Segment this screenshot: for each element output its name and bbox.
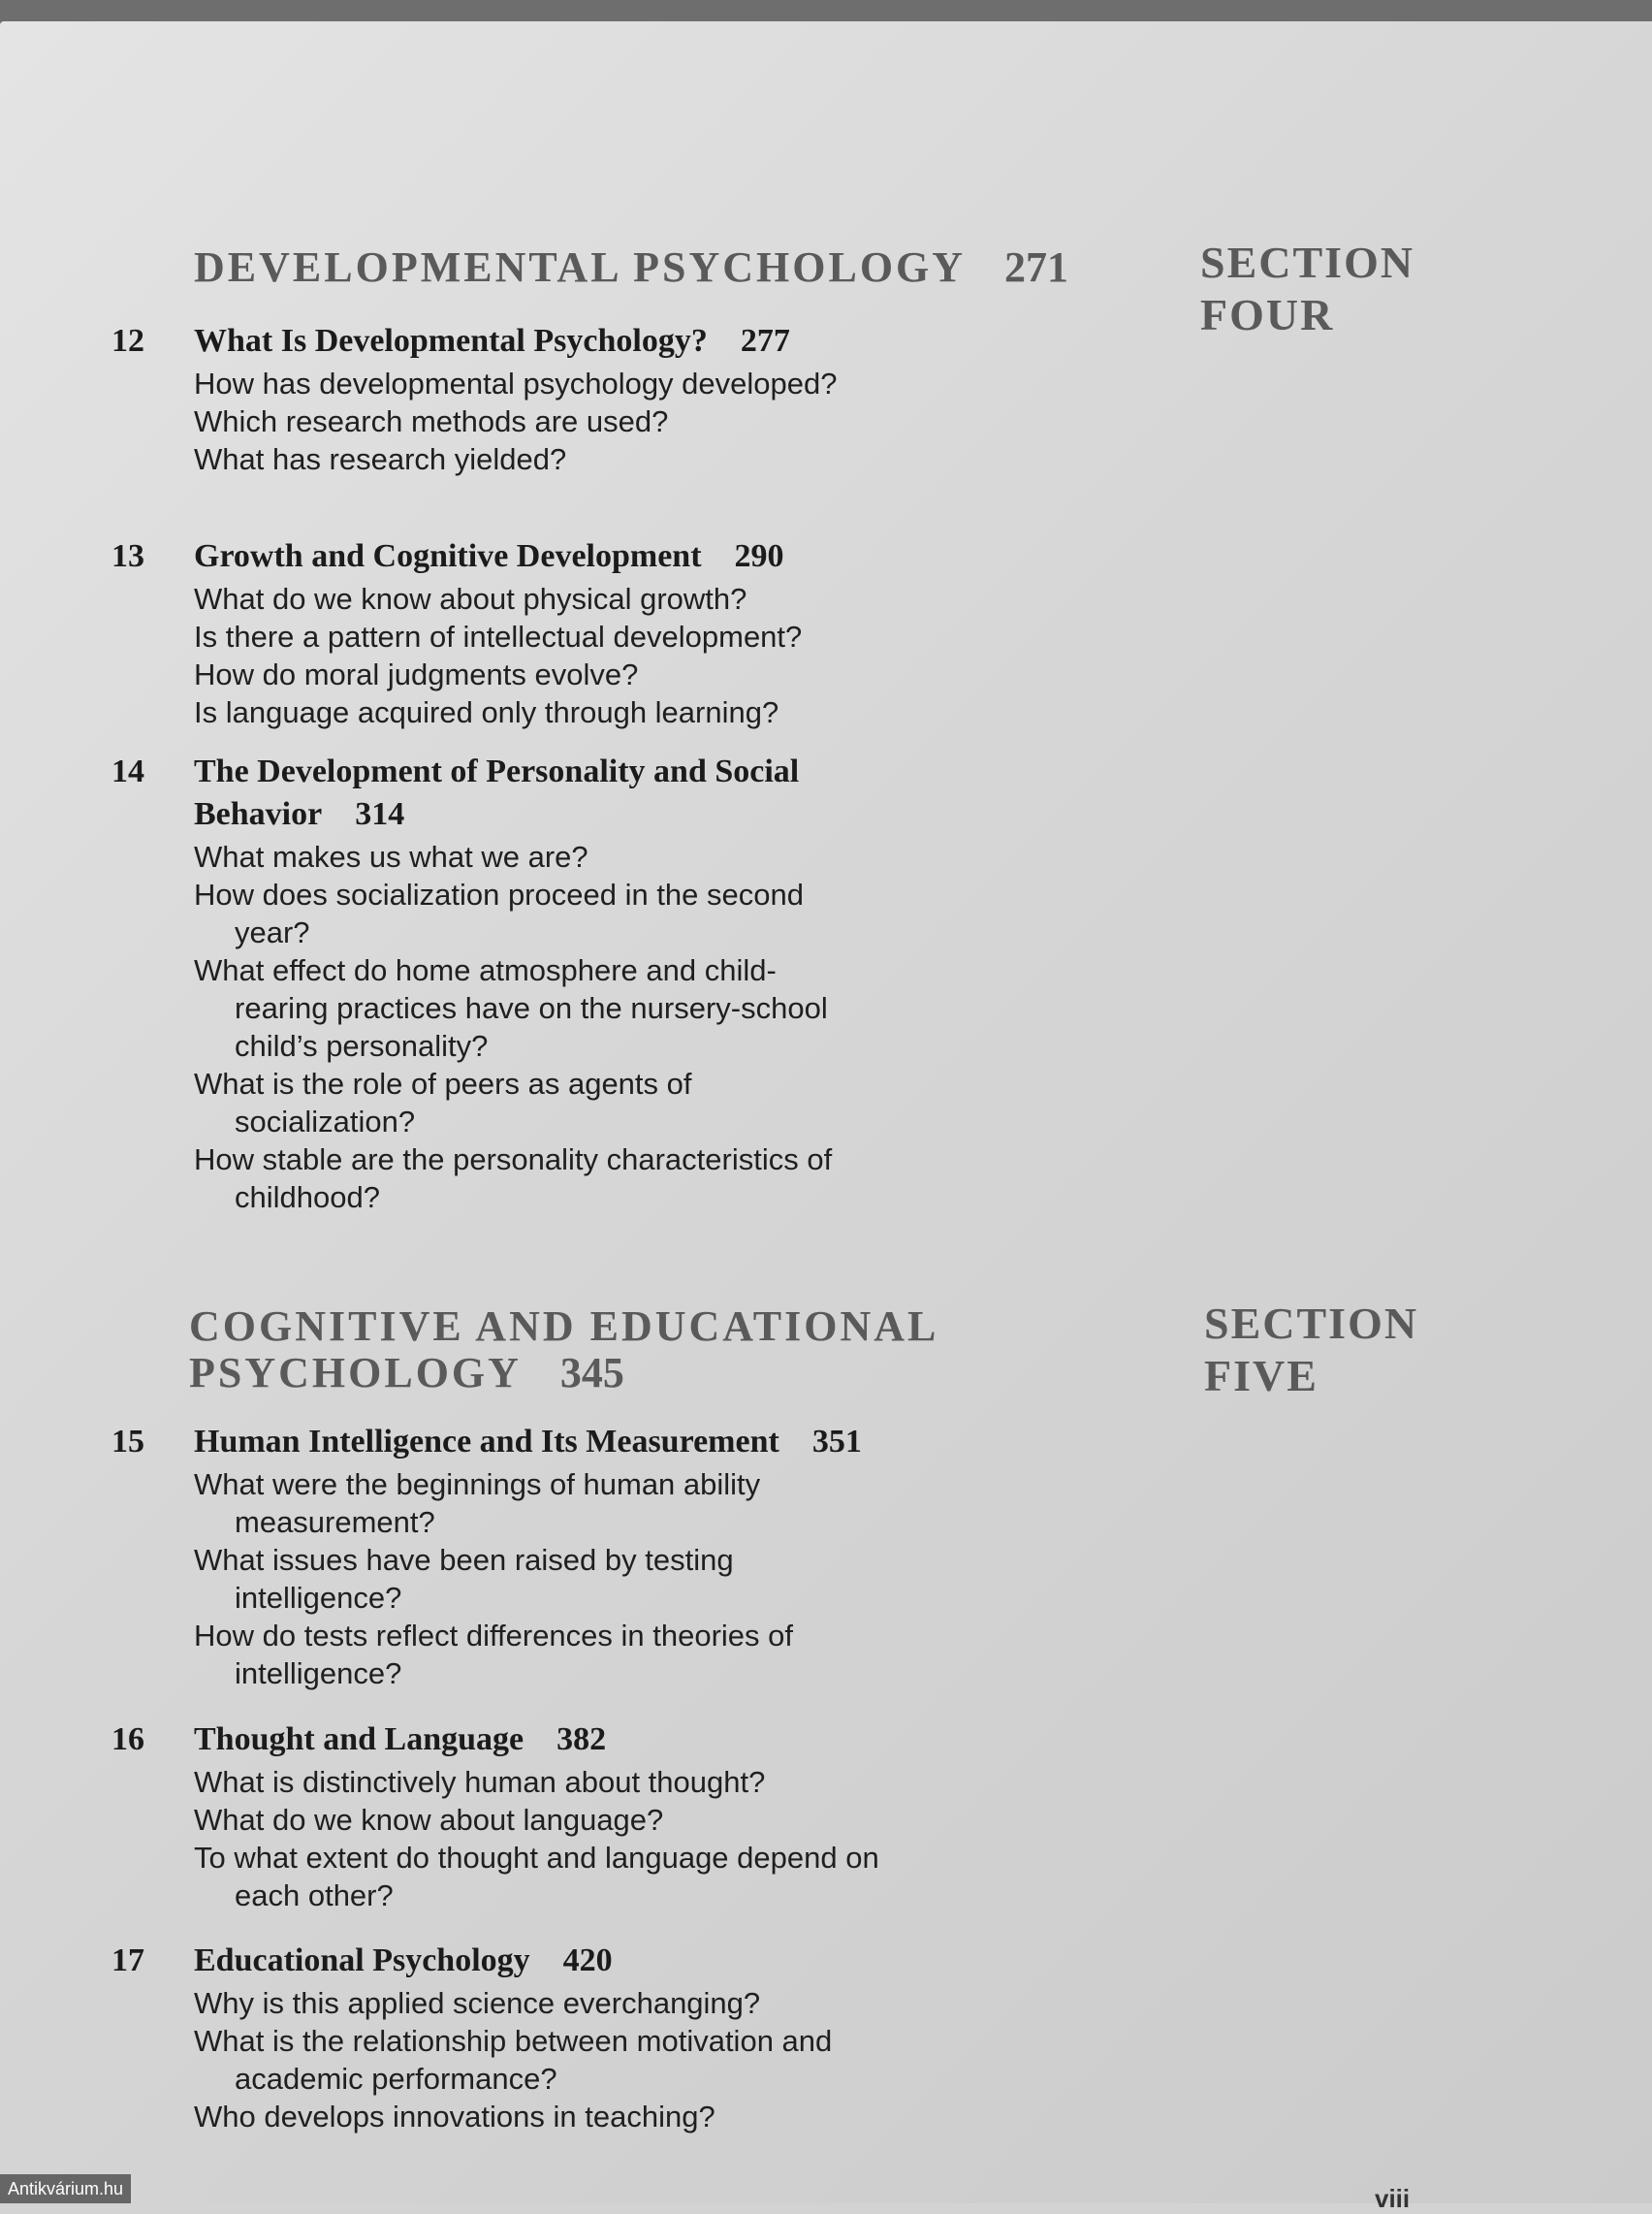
chapter-questions <box>194 1465 873 1692</box>
section-label-line: SECTION <box>1204 1299 1419 1348</box>
chapter-title-text: Educational Psychology <box>194 1942 530 1978</box>
question-item: What is distinctively human about thought? <box>194 1765 766 1799</box>
chapter-title-text: What Is Developmental Psychology? <box>194 323 708 359</box>
part-title-line: PSYCHOLOGY <box>189 1349 522 1396</box>
question-item: Is there a pattern of intellectual development? <box>194 620 803 654</box>
question-item: How has developmental psychology developed? <box>194 367 838 401</box>
chapter-page-number: 351 <box>811 1424 862 1460</box>
chapter-title <box>194 535 1003 578</box>
question-item: How does socialization proceed in the second year? <box>194 878 804 949</box>
question-item: What makes us what we are? <box>194 840 588 874</box>
chapter-title <box>194 751 950 836</box>
chapter-page-number: 290 <box>734 538 784 574</box>
chapter-questions <box>194 365 1003 478</box>
part-page-number: 271 <box>1004 243 1069 291</box>
chapter-page-number: 420 <box>562 1942 613 1978</box>
question-item: Which research methods are used? <box>194 404 669 438</box>
part-title-line: COGNITIVE AND EDUCATIONAL <box>189 1302 939 1350</box>
chapter-questions <box>194 580 1003 731</box>
section-label-four <box>1200 237 1414 341</box>
question-item: What is the relationship between motivation and academic performance? <box>194 2024 833 2096</box>
chapter-questions <box>194 1763 940 1914</box>
question-item: Is language acquired only through learning? <box>194 695 779 729</box>
chapter-title-text: The Development of Personality and Social Behavior <box>194 754 800 832</box>
chapter-13 <box>111 535 1003 731</box>
chapter-number: 17 <box>111 1942 144 1978</box>
watermark: Antikvárium.hu <box>0 2174 131 2203</box>
section-label-five <box>1204 1298 1418 1402</box>
chapter-title-text: Human Intelligence and Its Measurement <box>194 1424 779 1460</box>
chapter-questions <box>194 838 863 1216</box>
part-title-developmental <box>194 244 1068 291</box>
part-title-cognitive <box>189 1303 938 1396</box>
chapter-title-text: Growth and Cognitive Development <box>194 538 702 574</box>
question-item: How do tests reflect differences in theories of intelligence? <box>194 1619 794 1690</box>
question-item: What is the role of peers as agents of socialization? <box>194 1067 692 1139</box>
question-item: What has research yielded? <box>194 442 567 476</box>
chapter-number: 12 <box>111 323 144 359</box>
question-item: What issues have been raised by testing intelligence? <box>194 1543 734 1615</box>
question-item: How stable are the personality characteristics of childhood? <box>194 1142 833 1214</box>
chapter-number: 14 <box>111 754 144 789</box>
chapter-questions <box>194 1984 873 2135</box>
chapter-title <box>194 320 1003 363</box>
chapter-14 <box>111 751 1003 1216</box>
section-label-number: FIVE <box>1204 1351 1318 1400</box>
section-label-number: FOUR <box>1200 290 1335 339</box>
chapter-17 <box>111 1940 1003 2135</box>
chapter-page-number: 382 <box>556 1721 607 1757</box>
page-folio: viii <box>1375 2184 1411 2213</box>
chapter-number: 16 <box>111 1721 144 1757</box>
question-item: What do we know about physical growth? <box>194 582 747 616</box>
part-title-text: DEVELOPMENTAL PSYCHOLOGY <box>194 243 967 291</box>
chapter-title <box>194 1421 1003 1463</box>
question-item: Why is this applied science everchanging? <box>194 1986 761 2020</box>
question-item: What do we know about language? <box>194 1803 664 1837</box>
question-item: How do moral judgments evolve? <box>194 658 639 691</box>
question-item: Who develops innovations in teaching? <box>194 2100 715 2134</box>
part-page-number: 345 <box>559 1349 624 1396</box>
question-item: What were the beginnings of human ability measurement? <box>194 1467 761 1539</box>
chapter-15 <box>111 1421 1003 1692</box>
chapter-number: 15 <box>111 1424 144 1460</box>
question-item: To what extent do thought and language depend on each other? <box>194 1841 879 1912</box>
chapter-title <box>194 1718 1003 1761</box>
section-label-line: SECTION <box>1200 238 1415 287</box>
question-item: What effect do home atmosphere and child-rearing practices have on the nursery-school child’s personality? <box>194 953 828 1063</box>
chapter-16 <box>111 1718 1003 1914</box>
chapter-title <box>194 1940 1003 1982</box>
chapter-number: 13 <box>111 538 144 574</box>
chapter-page-number: 314 <box>355 796 405 832</box>
chapter-title-text: Thought and Language <box>194 1721 524 1757</box>
chapter-12 <box>111 320 1003 478</box>
chapter-page-number: 277 <box>740 323 790 359</box>
